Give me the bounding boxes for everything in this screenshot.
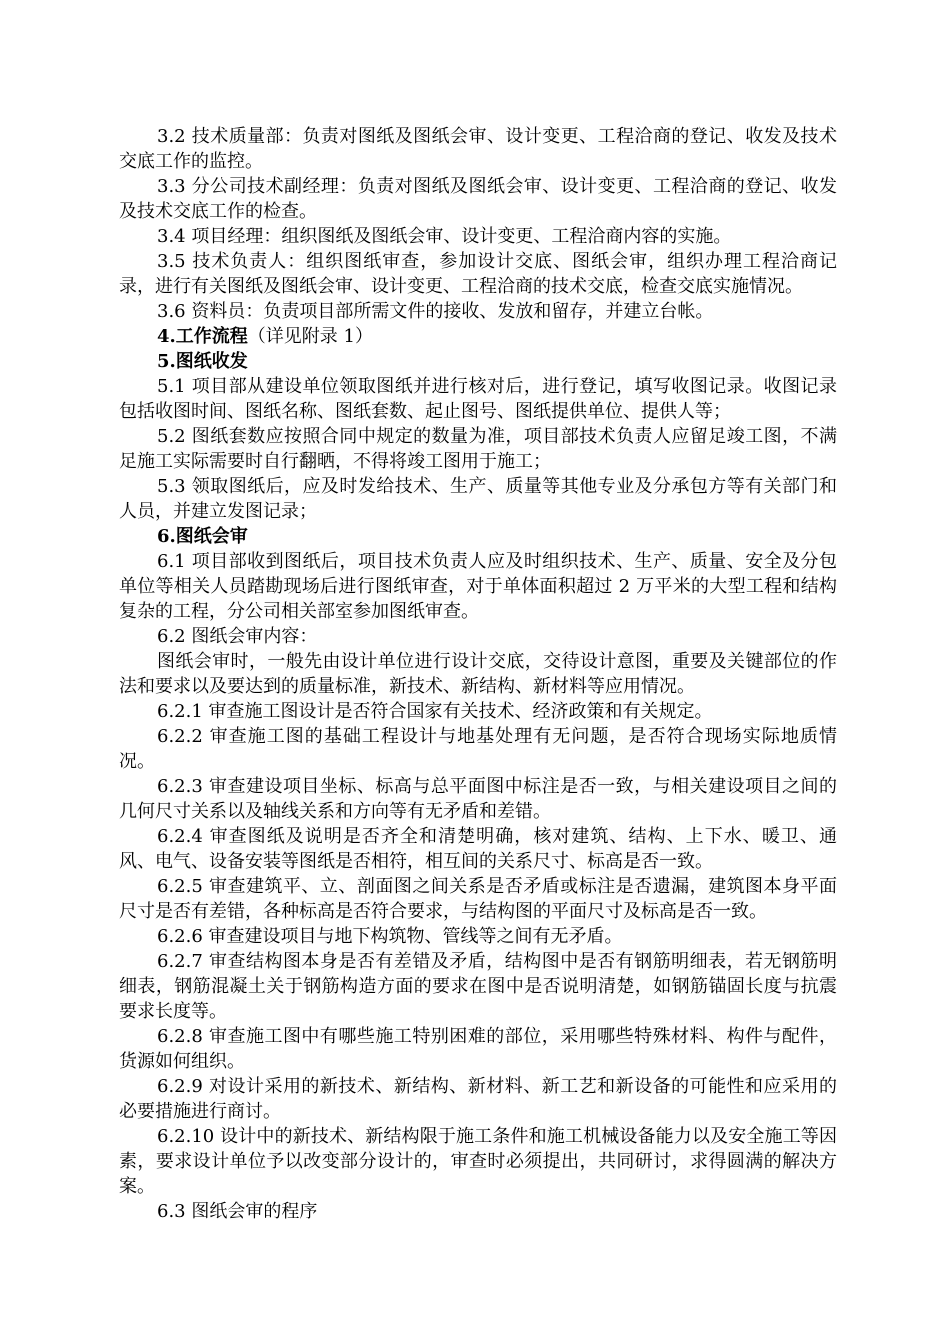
paragraph-3-5: 3.5 技术负责人：组织图纸审查，参加设计交底、图纸会审，组织办理工程洽商记录，进行有关图纸及图纸会审、设计变更、工程洽商的技术交底，检查交底实施情况。 <box>119 251 837 297</box>
paragraph-6-2-5: 6.2.5 审查建筑平、立、剖面图之间关系是否矛盾或标注是否遗漏，建筑图本身平面尺寸是否有差错，各种标高是否符合要求，与结构图的平面尺寸及标高是否一致。 <box>119 876 837 922</box>
paragraph-6-2-6: 6.2.6 审查建设项目与地下构筑物、管线等之间有无矛盾。 <box>157 926 623 947</box>
paragraph-6-2-intro: 图纸会审时，一般先由设计单位进行设计交底，交待设计意图，重要及关键部位的作法和要求以及要达到的质量标准，新技术、新结构、新材料等应用情况。 <box>119 651 837 697</box>
heading-4-note: （详见附录 1） <box>247 326 373 347</box>
paragraph-6-2-7: 6.2.7 审查结构图本身是否有差错及矛盾，结构图中是否有钢筋明细表，若无钢筋明细表，钢筋混凝土关于钢筋构造方面的要求在图中是否说明清楚，如钢筋锚固长度与抗震要求长度等。 <box>119 951 837 1022</box>
heading-6-title: 6.图纸会审 <box>157 526 248 547</box>
paragraph-6-2-3: 6.2.3 审查建设项目坐标、标高与总平面图中标注是否一致，与相关建设项目之间的几何尺寸关系以及轴线关系和方向等有无矛盾和差错。 <box>119 776 837 822</box>
paragraph-3-3: 3.3 分公司技术副经理：负责对图纸及图纸会审、设计变更、工程洽商的登记、收发及技术交底工作的检查。 <box>119 176 837 222</box>
paragraph-6-2-8: 6.2.8 审查施工图中有哪些施工特别困难的部位，采用哪些特殊材料、构件与配件，货源如何组织。 <box>119 1026 837 1072</box>
paragraph-6-1: 6.1 项目部收到图纸后，项目技术负责人应及时组织技术、生产、质量、安全及分包单位等相关人员踏勘现场后进行图纸审查，对于单体面积超过 2 万平米的大型工程和结构复杂的工程，分公司相关部室参加图纸审查。 <box>119 551 837 622</box>
paragraph-5-2: 5.2 图纸套数应按照合同中规定的数量为准，项目部技术负责人应留足竣工图，不满足施工实际需要时自行翻晒，不得将竣工图用于施工； <box>119 426 837 472</box>
heading-4-workflow <box>119 324 837 349</box>
paragraph-5-1: 5.1 项目部从建设单位领取图纸并进行核对后，进行登记，填写收图记录。收图记录包括收图时间、图纸名称、图纸套数、起止图号、图纸提供单位、提供人等； <box>119 376 837 422</box>
document-page <box>119 124 837 1224</box>
heading-5-drawing-distribution <box>119 349 837 374</box>
paragraph-5-3: 5.3 领取图纸后，应及时发给技术、生产、质量等其他专业及分承包方等有关部门和人员，并建立发图记录； <box>119 476 837 522</box>
paragraph-6-2-10: 6.2.10 设计中的新技术、新结构限于施工条件和施工机械设备能力以及安全施工等因素，要求设计单位予以改变部分设计的，审查时必须提出，共同研讨，求得圆满的解决方案。 <box>119 1126 837 1197</box>
paragraph-3-6: 3.6 资料员：负责项目部所需文件的接收、发放和留存，并建立台帐。 <box>157 301 714 322</box>
paragraph-6-2-4: 6.2.4 审查图纸及说明是否齐全和清楚明确，核对建筑、结构、上下水、暖卫、通风、电气、设备安装等图纸是否相符，相互间的关系尺寸、标高是否一致。 <box>119 826 837 872</box>
paragraph-6-2: 6.2 图纸会审内容： <box>157 626 318 647</box>
paragraph-6-2-9: 6.2.9 对设计采用的新技术、新结构、新材料、新工艺和新设备的可能性和应采用的必要措施进行商讨。 <box>119 1076 837 1122</box>
paragraph-6-2-2: 6.2.2 审查施工图的基础工程设计与地基处理有无问题，是否符合现场实际地质情况。 <box>119 726 837 772</box>
heading-4-title: 4.工作流程 <box>157 326 248 347</box>
heading-5-title: 5.图纸收发 <box>157 351 248 372</box>
paragraph-3-2: 3.2 技术质量部：负责对图纸及图纸会审、设计变更、工程洽商的登记、收发及技术交底工作的监控。 <box>119 126 837 172</box>
heading-6-drawing-review <box>119 524 837 549</box>
paragraph-3-4: 3.4 项目经理：组织图纸及图纸会审、设计变更、工程洽商内容的实施。 <box>157 226 732 247</box>
paragraph-6-3: 6.3 图纸会审的程序 <box>157 1201 318 1222</box>
paragraph-6-2-1: 6.2.1 审查施工图设计是否符合国家有关技术、经济政策和有关规定。 <box>157 701 713 722</box>
